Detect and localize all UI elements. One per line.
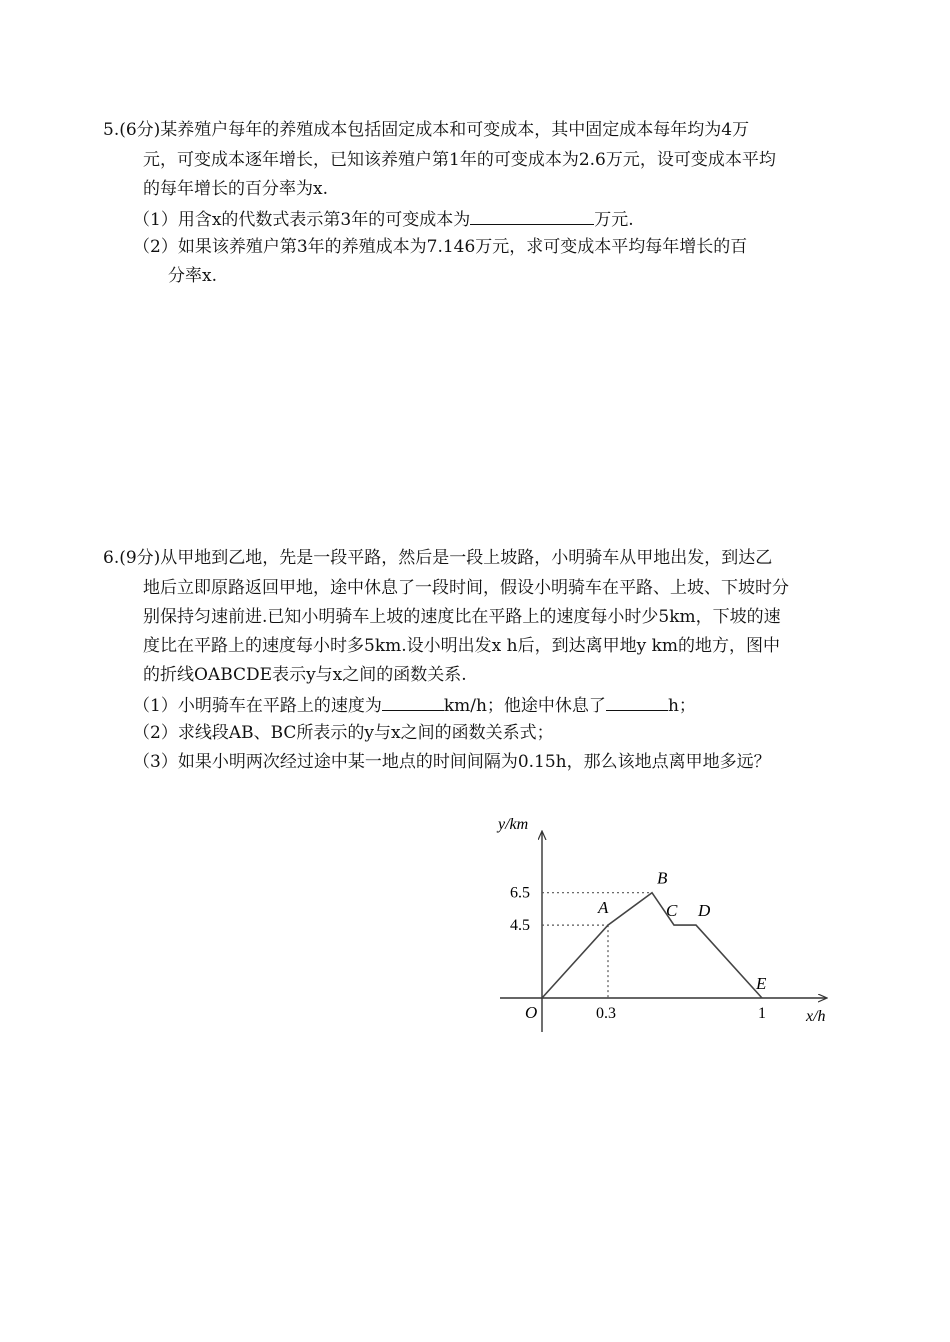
point-label-e: E [756, 974, 767, 993]
y-axis-label: y/km [498, 816, 529, 833]
origin-label: O [525, 1003, 538, 1022]
q6-part-1-text-a: （1）小明骑车在平路上的速度为 [133, 696, 382, 716]
q6-part-1-text-b: km/h；他途中休息了 [443, 696, 606, 716]
x-tick-label: 1 [758, 1005, 766, 1022]
q6-line-4: 度比在平路上的速度每小时多5km.设小明出发x h后，到达离甲地y km的地方，图中 [143, 636, 781, 656]
q5-part-2-line-1: （2）如果该养殖户第3年的养殖成本为7.146万元，求可变成本平均每年增长的百 [133, 237, 748, 257]
q5-line-2: 元，可变成本逐年增长，已知该养殖户第1年的可变成本为2.6万元，设可变成本平均 [143, 150, 776, 170]
y-tick-label: 4.5 [510, 917, 530, 935]
q6-line-3: 别保持匀速前进.已知小明骑车上坡的速度比在平路上的速度每小时少5km，下坡的速 [143, 607, 781, 627]
q6-part-1-text-c: h； [667, 696, 696, 716]
q6-part-3: （3）如果小明两次经过途中某一地点的时间间隔为0.15h，那么该地点离甲地多远？ [133, 752, 771, 772]
x-tick-label: 0.3 [596, 1005, 616, 1022]
q6-line-2: 地后立即原路返回甲地，途中休息了一段时间，假设小明骑车在平路、上坡、下坡时分 [143, 578, 789, 598]
series-line-OABCDE [542, 893, 762, 998]
q5-part-1-unit: 万元. [594, 210, 634, 230]
q6-line-5: 的折线OABCDE表示y与x之间的函数关系. [143, 665, 467, 685]
q5-line-1: 5.(6分)某养殖户每年的养殖成本包括固定成本和可变成本，其中固定成本每年均为4万 [103, 120, 750, 140]
point-label-c: C [666, 901, 678, 921]
y-tick-label: 6.5 [510, 884, 530, 902]
q5-part-2-line-2: 分率x. [168, 266, 217, 286]
q6-line-1: 6.(9分)从甲地到乙地，先是一段平路，然后是一段上坡路，小明骑车从甲地出发，到达乙 [103, 548, 773, 568]
q5-line-3: 的每年增长的百分率为x. [143, 179, 328, 199]
point-label-b: B [657, 868, 668, 888]
q6-part-2: （2）求线段AB、BC所表示的y与x之间的函数关系式； [133, 723, 554, 743]
q5-part-1-text: （1）用含x的代数式表示第3年的可变成本为 [133, 210, 471, 230]
point-label-d: D [698, 901, 711, 921]
x-axis-label: x/h [806, 1008, 826, 1025]
point-label-a: A [598, 898, 609, 918]
